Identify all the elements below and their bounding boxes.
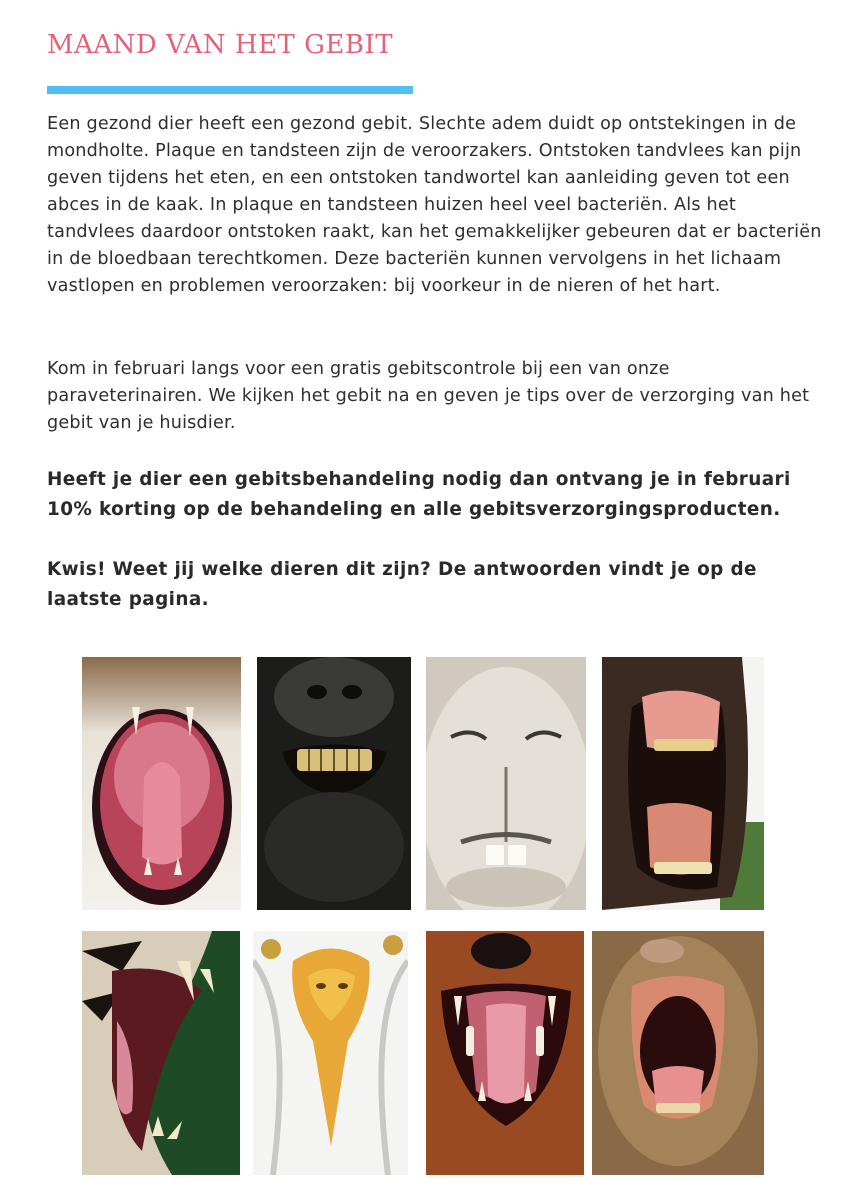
deer-mouth-photo xyxy=(592,931,764,1175)
title-underline xyxy=(47,86,413,94)
page-title: MAAND VAN HET GEBIT xyxy=(47,30,394,60)
horse-mouth-photo xyxy=(602,657,764,910)
invite-paragraph: Kom in februari langs voor een gratis gebitscontrole bij een van onze paraveterinairen. We kijken het gebit na en geven je tips over de verzorging van het gebit van je huisdier. xyxy=(47,359,810,433)
alpaca-mouth-photo xyxy=(426,657,586,910)
gorilla-mouth-photo xyxy=(257,657,411,910)
cat-mouth-photo xyxy=(82,657,241,910)
intro-paragraph: Een gezond dier heeft een gezond gebit. Slechte adem duidt op ontstekingen in de mondholte. Plaque en tandsteen zijn de veroorzakers. Ontstoken tandvlees kan pijn geven tijdens het eten, en een ontstoken tandwortel kan aanleiding geven tot een abces in de kaak. In plaque en tandsteen huizen heel veel bacteriën. Als het tandvlees daardoor ontstoken raakt, kan het gemakkelijker gebeuren dat er bacteriën in de bloedbaan terechtkomen. Deze bacteriën kunnen vervolgens in het lichaam vastlopen en problemen veroorzaken: bij voorkeur in de nieren of het hart. xyxy=(47,114,822,296)
discount-paragraph: Heeft je dier een gebitsbehandeling nodig dan ontvang je in februari 10% korting op de behandeling en alle gebitsverzorgingsproducten. xyxy=(47,469,791,520)
eagle-beak-photo xyxy=(253,931,408,1175)
tiger-mouth-photo xyxy=(82,931,240,1175)
quiz-paragraph: Kwis! Weet jij welke dieren dit zijn? De antwoorden vindt je op de laatste pagina. xyxy=(47,559,757,610)
dog-mouth-photo xyxy=(426,931,584,1175)
